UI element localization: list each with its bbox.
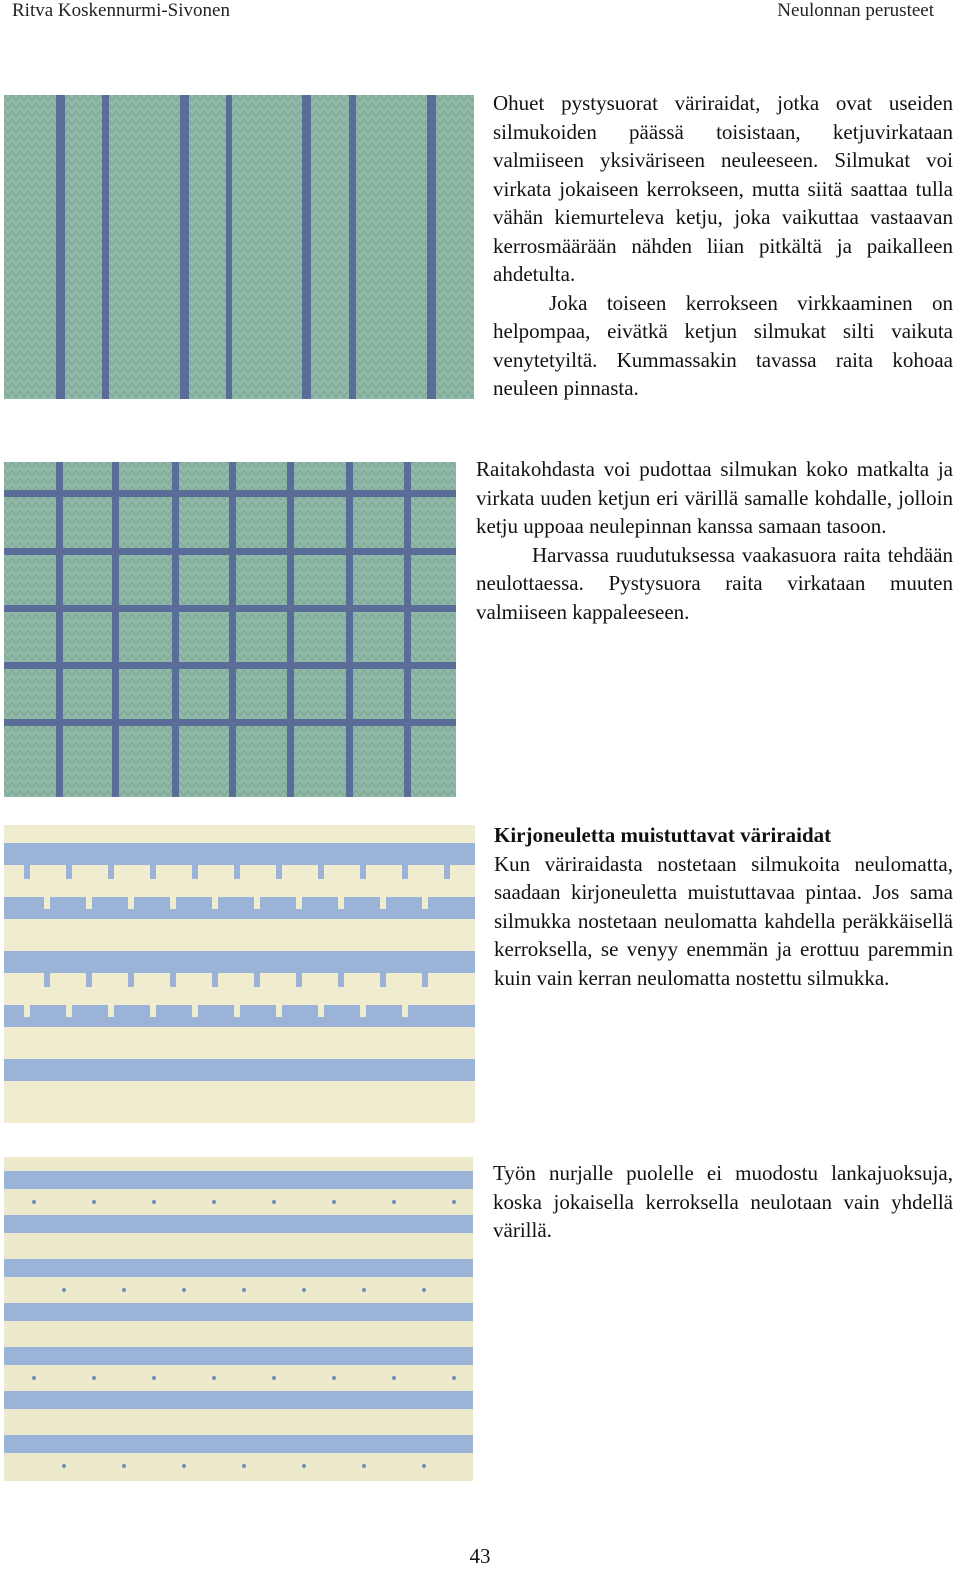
header-title: Neulonnan perusteet xyxy=(777,0,934,21)
section-3-heading: Kirjoneuletta muistuttavat väriraidat xyxy=(494,823,832,847)
section-3-paragraph-1: Kun väriraidasta nostetaan silmukoita neulomatta, saadaan kirjoneuletta muistuttavaa pintaa. Jos sama silmukka nostetaan neulomatta kahdella peräkkäisellä kerroksella, se venyy enemmän ja erottuu paremmin kuin vain kerran neulomatta nostettu silmukka. xyxy=(494,851,953,990)
swatch-slip-stitch-stripes xyxy=(4,825,475,1123)
swatch-plaid-grid xyxy=(4,462,456,797)
section-3-text xyxy=(494,821,953,992)
swatch-dotted-stripes xyxy=(4,1157,473,1481)
section-1-text xyxy=(493,89,953,403)
section-2-text xyxy=(476,455,953,626)
header-author: Ritva Koskennurmi-Sivonen xyxy=(12,0,230,21)
section-1-paragraph-2: Joka toiseen kerrokseen virkkaaminen on helpompaa, eivätkä ketjun silmukat silti vaikuta venytetyiltä. Kummassakin tavassa raita kohoaa neuleen pinnasta. xyxy=(493,290,953,400)
section-4-paragraph-1: Työn nurjalle puolelle ei muodostu lankajuoksuja, koska jokaisella kerroksella neulotaan vain yhdellä värillä. xyxy=(493,1161,953,1242)
section-2-paragraph-1: Raitakohdasta voi pudottaa silmukan koko matkalta ja virkata uuden ketjun eri värillä samalle kohdalle, jolloin ketju uppoaa neulepinnan kanssa samaan tasoon. xyxy=(476,457,953,538)
swatch-vertical-stripes xyxy=(4,95,474,399)
section-4-text xyxy=(493,1159,953,1245)
page-number: 43 xyxy=(469,1544,491,1568)
section-1-paragraph-1: Ohuet pystysuorat väriraidat, jotka ovat useiden silmukoiden päässä toisistaan, ketjuvirkataan valmiiseen yksiväriseen neuleeseen. Silmukat voi virkata jokaiseen kerrokseen, mutta siitä saattaa tulla vähän kiemurteleva ketju, joka vaikuttaa vastaavan kerrosmäärään nähden liian pitkältä ja paikalleen ahdetulta. xyxy=(493,91,953,286)
section-2-paragraph-2: Harvassa ruudutuksessa vaakasuora raita tehdään neulottaessa. Pystysuora raita virkataan muuten valmiiseen kappaleeseen. xyxy=(476,542,953,624)
